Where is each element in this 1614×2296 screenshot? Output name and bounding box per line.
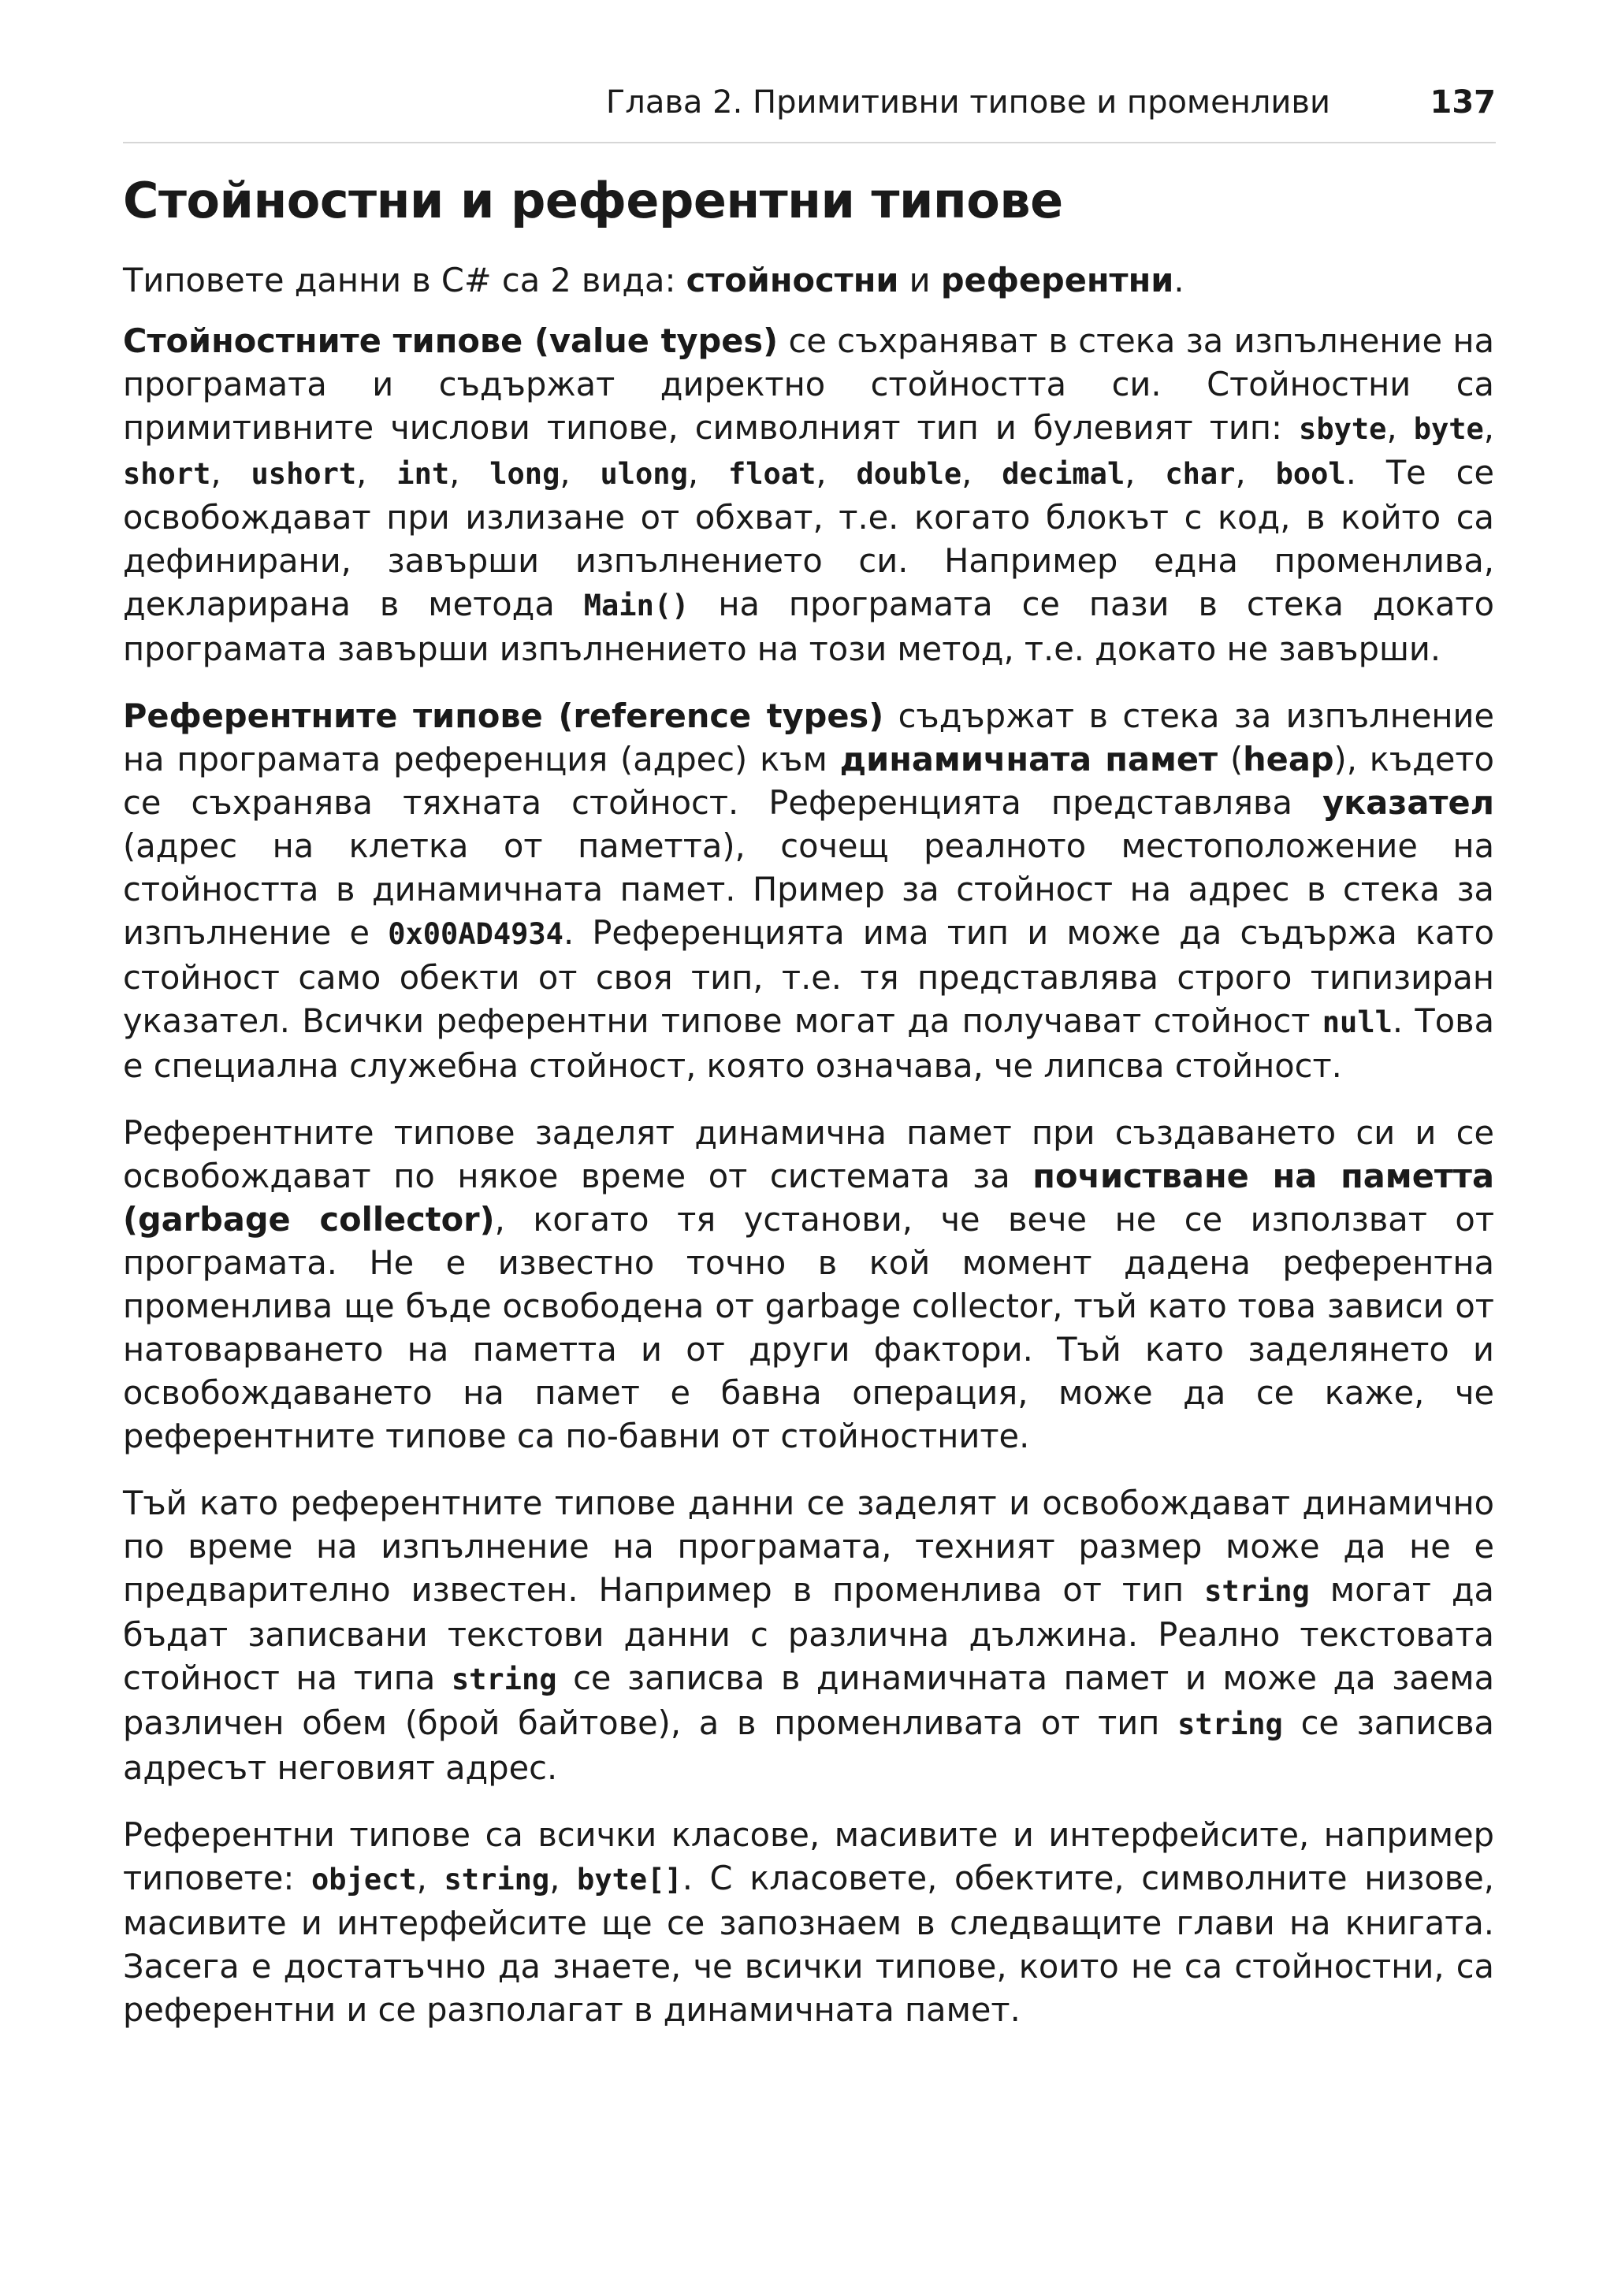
bold-term: указател [1322, 783, 1494, 822]
code-term: int [396, 457, 450, 491]
value-types-paragraph [123, 319, 1494, 671]
text: ), където се съхранява тяхната стойност. Референцията представлява [123, 740, 1494, 822]
separator: , [1386, 408, 1414, 447]
code-term: short [123, 457, 211, 491]
separator: , [449, 453, 490, 492]
bold-term: динамичната памет [839, 740, 1218, 778]
text: и [898, 261, 941, 299]
text: ( [1218, 740, 1244, 778]
bold-term: Референтните типове (reference types) [123, 697, 884, 735]
text: . Референцията има тип и може да съдържа като стойност само обекти от своя тип, т.е. тя представлява строго типизиран указател. Всички референтни типове могат да получават стойност [123, 913, 1494, 1040]
code-term: byte [1413, 412, 1484, 446]
running-head: Глава 2. Примитивни типове и променливи [605, 84, 1330, 121]
code-term: string [1204, 1574, 1310, 1608]
page-number: 137 [1430, 84, 1496, 121]
text: се записва в динамичната памет и може да заема различен обем (брой байтове), а в променливата от тип [123, 1659, 1495, 1742]
code-term: float [728, 457, 816, 491]
intro-paragraph [123, 258, 1494, 302]
code-term: string [1177, 1707, 1283, 1741]
separator: , [549, 1859, 578, 1897]
code-term: byte[] [577, 1863, 682, 1897]
text: . Те се освобождават при излизане от обхват, т.е. когато блокът с код, в който са дефинирани, завърши изпълнението си. Например една променлива, декларирана в метода [123, 453, 1494, 623]
separator: , [210, 453, 251, 492]
separator: , [816, 453, 857, 492]
code-term: string [444, 1863, 550, 1897]
summary-paragraph [123, 1813, 1494, 2031]
separator: , [1483, 408, 1494, 447]
page-header [123, 79, 1496, 143]
bold-term: стойностни [686, 261, 899, 299]
reference-types-paragraph [123, 694, 1494, 1087]
separator: , [416, 1859, 444, 1897]
section-title: Стойностни и референтни типове [123, 172, 1063, 229]
code-term: bool [1275, 457, 1346, 491]
text: Референтни типове са всички класове, масивите и интерфейсите, например типовете: [123, 1815, 1494, 1897]
separator: , [560, 453, 601, 492]
code-term: ushort [251, 457, 357, 491]
bold-term: почистване на паметта (garbage collector) [123, 1157, 1494, 1239]
bold-term: heap [1243, 740, 1334, 778]
code-term: string [451, 1663, 557, 1696]
code-term: 0x00AD4934 [388, 917, 563, 951]
code-term: long [489, 457, 560, 491]
text: могат да бъдат записвани текстови данни с различна дължина. Реално текстовата стойност на типа [123, 1570, 1494, 1697]
code-term: sbyte [1299, 412, 1387, 446]
text: (адрес на клетка от паметта), сочещ реалното местоположение на стойността в динамичната памет. Пример за стойност на адрес в стека за изпълнение е [123, 827, 1494, 952]
text: съдържат в стека за изпълнение на програмата референция (адрес) към [123, 697, 1494, 778]
code-term: double [856, 457, 962, 491]
text: Референтните типове заделят динамична памет при създаването си и се освобождават по някое време от системата за [123, 1113, 1494, 1195]
text: се съхраняват в стека за изпълнение на програмата и съдържат директно стойността си. Стойностни са примитивните числови типове, символният тип и булевият тип: [123, 321, 1494, 447]
bold-term: референтни [940, 261, 1174, 299]
separator: , [687, 453, 728, 492]
page-content [123, 165, 1494, 2055]
code-term: ulong [600, 457, 688, 491]
separator: , [1125, 453, 1166, 492]
text: . [1173, 261, 1184, 299]
code-term: char [1165, 457, 1236, 491]
code-term: object [311, 1863, 417, 1897]
separator: , [1235, 453, 1276, 492]
bold-term: Стойностните типове (value types) [123, 321, 779, 360]
text: се записва адресът неговият адрес. [123, 1703, 1494, 1787]
code-term: decimal [1002, 457, 1125, 491]
text: на програмата се пази в стека докато програмата завърши изпълнението на този метод, т.е. докато не завърши. [123, 585, 1494, 668]
text: , когато тя установи, че вече не се използват от програмата. Не е известно точно в кой момент дадена референтна променлива ще бъде освободена от garbage collector, тъй като това зависи от натоварването на паметта и от други фактори. Тъй като заделянето и освобождаването на памет е бавна операция, може да се каже, че референтните типове са по-бавни от стойностните. [123, 1200, 1495, 1455]
code-term: Main() [583, 589, 690, 622]
code-term: null [1322, 1005, 1393, 1039]
separator: , [961, 453, 1002, 492]
text: Тъй като референтните типове данни се заделят и освобождават динамично по време на изпълнение на програмата, техният размер може да не е предварително известен. Например в променлива от тип [123, 1484, 1494, 1609]
text: Типовете данни в C# са 2 вида: [123, 261, 686, 299]
text: . С класовете, обектите, символните низове, масивите и интерфейсите ще се запознаем в следващите глави на книгата. Засега е достатъчно да знаете, че всички типове, които не са стойностни, са референтни и се разполагат в динамичната памет. [123, 1859, 1494, 2029]
garbage-collector-paragraph [123, 1111, 1494, 1458]
separator: , [356, 453, 397, 492]
dynamic-size-paragraph [123, 1481, 1494, 1789]
text: . Това е специална служебна стойност, която означава, че липсва стойност. [123, 1001, 1494, 1085]
